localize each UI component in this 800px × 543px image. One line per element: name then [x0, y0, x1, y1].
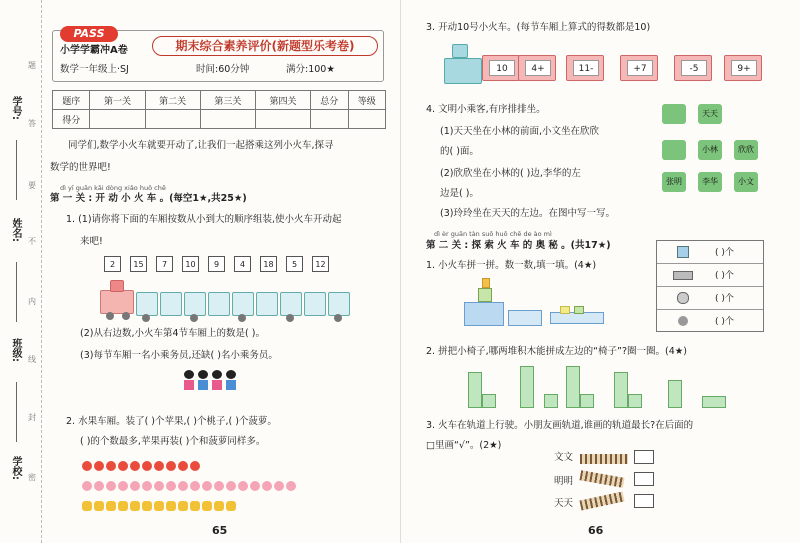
question-text: (3)每节车厢一名小乘务员,还缺( )名小乘务员。: [80, 350, 278, 361]
seat: 张明: [662, 172, 686, 192]
count-blank[interactable]: ( )个: [715, 271, 734, 281]
number-flag: 7: [156, 256, 173, 272]
block-stack[interactable]: [544, 394, 558, 408]
subject-label: 数学一年级上·SJ: [60, 64, 129, 75]
number-flag: 9: [208, 256, 225, 272]
track-name: 明明: [554, 476, 574, 487]
name-line: [16, 262, 17, 322]
train-car: [184, 292, 206, 316]
cube-block: [482, 278, 490, 288]
table-row: [53, 91, 386, 110]
seat: 李华: [698, 172, 722, 192]
cylinder-block: [560, 306, 570, 314]
full-score-label: 满分:100★: [286, 64, 335, 75]
question-text: 的( )面。: [440, 146, 479, 157]
seat: 欣欣: [734, 140, 758, 160]
number-flag: 15: [130, 256, 147, 272]
locomotive: [100, 290, 134, 314]
seat: 天天: [698, 104, 722, 124]
class-line: [16, 382, 17, 442]
shape-count-table: [656, 240, 764, 332]
train-car: [724, 55, 762, 81]
chimney: [452, 44, 468, 58]
kid-figure: [226, 370, 236, 394]
number-flag: 18: [260, 256, 277, 272]
table-row: [657, 241, 763, 264]
intro-text: 数学的世界吧!: [50, 162, 111, 173]
pass-logo: PASS: [60, 26, 118, 42]
table-cell: 题序: [53, 91, 90, 110]
count-blank[interactable]: ( )个: [715, 294, 734, 304]
car-label[interactable]: -5: [681, 60, 707, 76]
cuboid-block: [508, 310, 542, 326]
student-id-line: [16, 140, 17, 200]
kid-figure: [184, 370, 194, 394]
train-car: [482, 55, 520, 81]
train-car: [160, 292, 182, 316]
score-input-cell[interactable]: [200, 110, 255, 129]
train-car: [674, 55, 712, 81]
seat-empty[interactable]: [662, 104, 686, 124]
cube-icon: [677, 246, 689, 258]
kid-figure: [212, 370, 222, 394]
seat-empty[interactable]: [662, 140, 686, 160]
train-car: [304, 292, 326, 316]
train-car: [328, 292, 350, 316]
locomotive: [444, 58, 482, 84]
time-label: 时间:60分钟: [196, 64, 250, 75]
score-table: [52, 90, 386, 129]
block-stack[interactable]: [668, 380, 682, 408]
train-car: [256, 292, 278, 316]
kid-figure: [198, 370, 208, 394]
number-flag: 2: [104, 256, 121, 272]
train-car: [208, 292, 230, 316]
pineapple-row: [82, 496, 238, 508]
train-car: [518, 55, 556, 81]
wheel: [238, 314, 246, 322]
question-text: 2. 拼把小椅子,哪两堆积木能拼成左边的“椅子”?圈一圈。(4★): [426, 346, 687, 357]
score-input-cell[interactable]: [90, 110, 145, 129]
table-cell: 第四关: [255, 91, 310, 110]
seal-char: 封: [28, 413, 36, 422]
page-number-right: 66: [588, 524, 604, 537]
seal-char: 内: [28, 297, 36, 306]
train-car: [620, 55, 658, 81]
seat: 小文: [734, 172, 758, 192]
car-label[interactable]: 4+: [525, 60, 551, 76]
question-text: 2. 水果车厢。装了( )个苹果,( )个桃子,( )个菠萝。: [66, 416, 277, 427]
wheel: [106, 312, 114, 320]
peach-row: [82, 476, 298, 488]
class-label: 班级:: [10, 338, 21, 362]
block-stack: [468, 372, 482, 408]
score-input-cell[interactable]: [348, 110, 386, 129]
number-flag: 5: [286, 256, 303, 272]
seat: 小林: [698, 140, 722, 160]
question-text: (2)从右边数,小火车第4节车厢上的数是( )。: [80, 328, 265, 339]
score-input-cell[interactable]: [145, 110, 200, 129]
car-label: 10: [489, 60, 515, 76]
table-cell: 第二关: [145, 91, 200, 110]
train-car: [280, 292, 302, 316]
school-label: 学校:: [10, 456, 21, 480]
block-stack: [482, 394, 496, 408]
wheel: [142, 314, 150, 322]
wheel: [122, 312, 130, 320]
question-text: (2)欣欣坐在小林的( )边,李华的左: [440, 168, 581, 179]
wheel: [190, 314, 198, 322]
section-title: 第 一 关 : 开 动 小 火 车 。(每空1★,共25★): [50, 193, 247, 204]
question-text: ( )的个数最多,苹果再装( )个和菠萝同样多。: [80, 436, 266, 447]
table-cell: 总分: [311, 91, 348, 110]
block-stack[interactable]: [566, 366, 580, 408]
block-stack[interactable]: [614, 372, 628, 408]
cube-block: [574, 306, 584, 314]
question-text: 4. 文明小乘客,有序排排坐。: [426, 104, 546, 115]
question-text: 3. 火车在轨道上行驶。小朋友画轨道,谁画的轨道最长?在后面的: [426, 420, 694, 431]
table-row: [657, 310, 763, 333]
answer-checkbox[interactable]: [634, 494, 654, 508]
car-label[interactable]: 9+: [731, 60, 757, 76]
seal-char: 不: [28, 237, 36, 246]
section-pinyin: dì yī guān kāi dòng xiǎo huǒ chē: [60, 184, 166, 192]
block-stack[interactable]: [520, 366, 534, 408]
cuboid-icon: [673, 271, 693, 280]
question-text: 1. (1)请你将下面的车厢按数从小到大的顺序组装,使小火车开动起: [66, 214, 342, 225]
train-car: [136, 292, 158, 316]
question-text: 3. 开动10号小火车。(每节车厢上算式的得数都是10): [426, 22, 651, 33]
cuboid-block: [464, 302, 504, 326]
table-cell: 得分: [53, 110, 90, 129]
question-text: (1)天天坐在小林的前面,小文坐在欣欣: [440, 126, 599, 137]
intro-text: 同学们,数学小火车就要开动了,让我们一起搭乘这列小火车,探寻: [68, 140, 334, 151]
score-input-cell[interactable]: [311, 110, 348, 129]
score-input-cell[interactable]: [255, 110, 310, 129]
seal-char: 密: [28, 473, 36, 482]
count-blank[interactable]: ( )个: [715, 317, 734, 327]
number-flag: 10: [182, 256, 199, 272]
exam-title: 期末综合素养评价(新题型乐考卷): [152, 36, 378, 56]
table-row: [657, 264, 763, 287]
section-pinyin: dì èr guān tàn suǒ huǒ chē de ào mì: [434, 230, 552, 238]
table-cell: 第三关: [200, 91, 255, 110]
track: [580, 454, 628, 464]
seal-char: 要: [28, 181, 36, 190]
block-stack[interactable]: [580, 394, 594, 408]
train-car: [566, 55, 604, 81]
chimney: [110, 280, 124, 292]
car-label[interactable]: +7: [627, 60, 653, 76]
section-title: 第 二 关 : 探 索 火 车 的 奥 秘 。(共17★): [426, 240, 611, 251]
table-row: [53, 110, 386, 129]
count-blank[interactable]: ( )个: [715, 248, 734, 258]
table-cell: 第一关: [90, 91, 145, 110]
cube-block: [478, 288, 492, 302]
wheel: [334, 314, 342, 322]
block-stack[interactable]: [702, 396, 726, 408]
question-text: 1. 小火车拼一拼。数一数,填一填。(4★): [426, 260, 597, 271]
wheel: [286, 314, 294, 322]
question-text: 来吧!: [80, 236, 103, 247]
track-name: 天天: [554, 498, 574, 509]
student-id-label: 学号:: [10, 96, 21, 120]
question-text: 边是( )。: [440, 188, 479, 199]
table-row: [657, 287, 763, 310]
seal-char: 线: [28, 355, 36, 364]
sphere-icon: [678, 316, 688, 326]
track-name: 文文: [554, 452, 574, 463]
train-car: [232, 292, 254, 316]
cylinder-icon: [677, 292, 689, 304]
number-flag: 12: [312, 256, 329, 272]
car-label[interactable]: 11-: [573, 60, 599, 76]
seal-char: 题: [28, 61, 36, 70]
apple-row: [82, 456, 202, 468]
number-flag: 4: [234, 256, 251, 272]
question-text: □里画“√”。(2★): [426, 440, 502, 451]
page-number-left: 65: [212, 524, 228, 537]
seal-char: 答: [28, 119, 36, 128]
question-text: (3)玲玲坐在天天的左边。在图中写一写。: [440, 208, 615, 219]
answer-checkbox[interactable]: [634, 472, 654, 486]
block-stack[interactable]: [628, 394, 642, 408]
table-cell: 等级: [348, 91, 386, 110]
name-label: 姓名:: [10, 218, 21, 242]
series-name: 小学学霸冲A卷: [60, 45, 128, 56]
binding-margin: [0, 0, 42, 543]
answer-checkbox[interactable]: [634, 450, 654, 464]
